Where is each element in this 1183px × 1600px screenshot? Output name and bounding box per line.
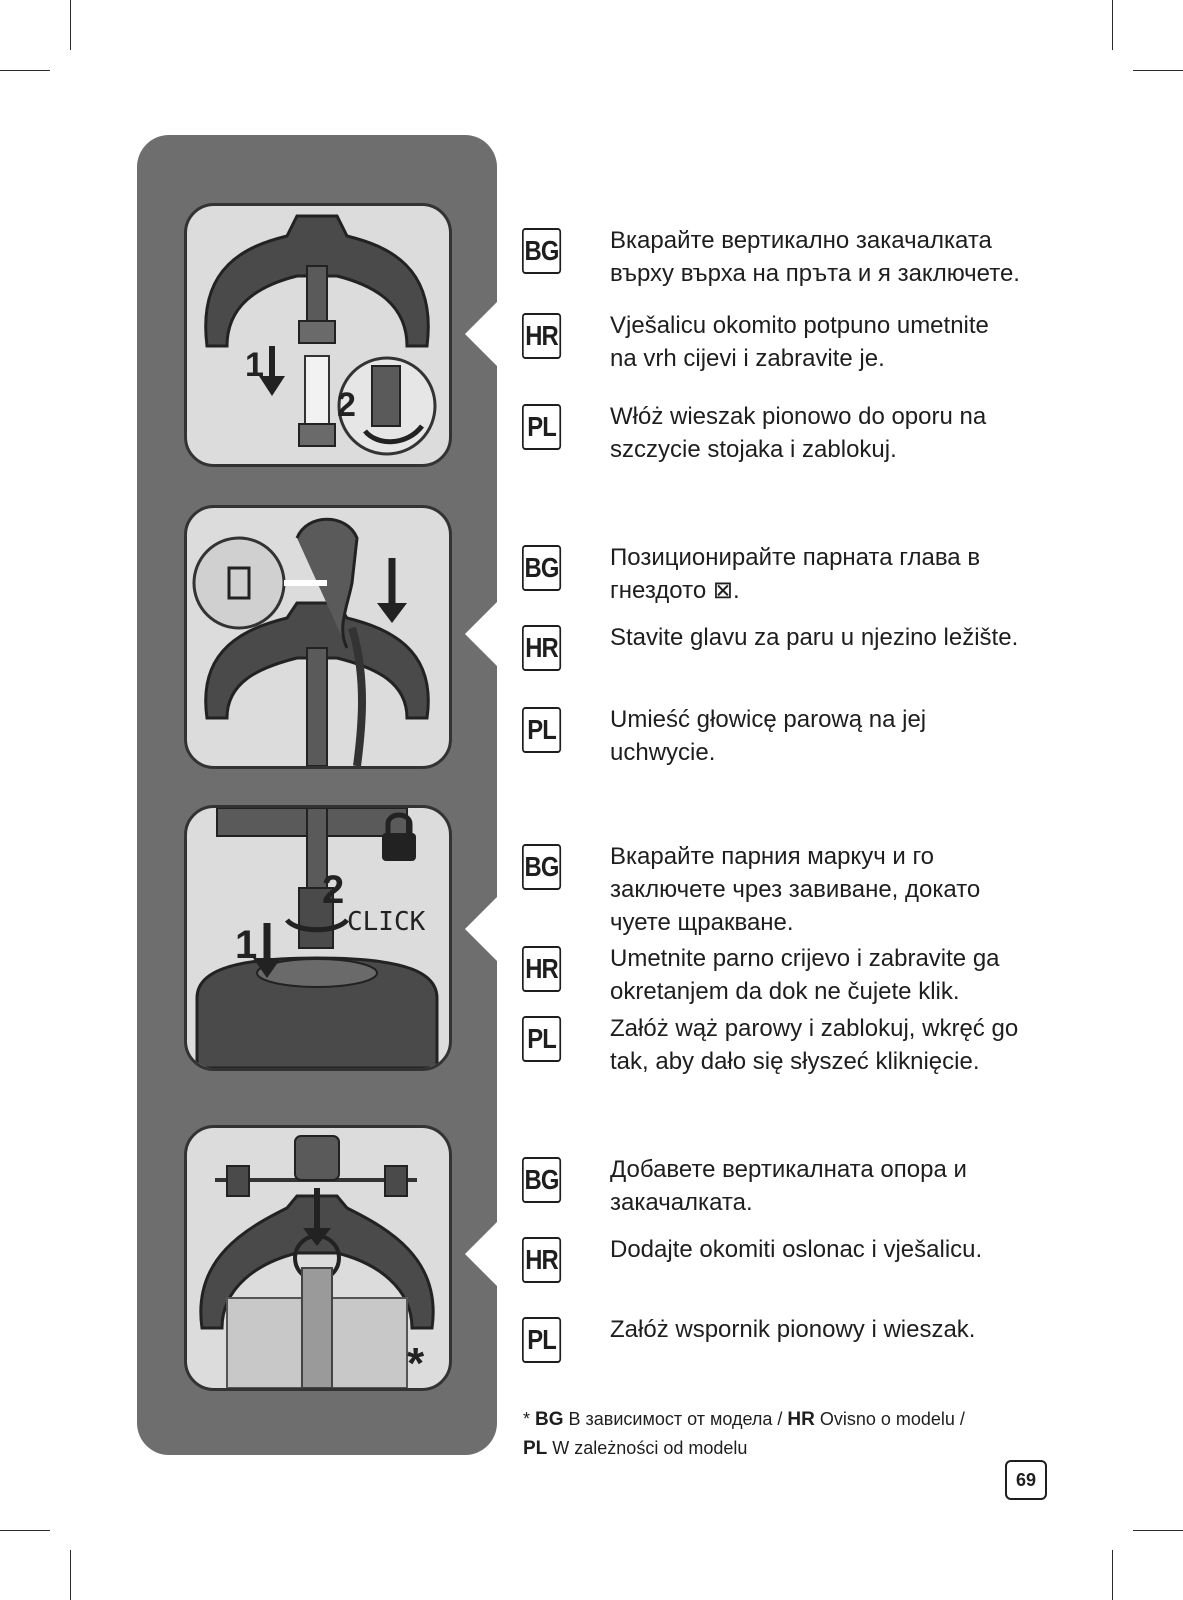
crop-mark bbox=[1112, 0, 1113, 50]
step-2-pl bbox=[522, 706, 927, 766]
step-3-illustration bbox=[184, 805, 452, 1071]
pointer-notch bbox=[465, 300, 499, 368]
instruction-text: Umetnite parno crijevo i zabravite ga okretanjem da dok ne čujete klik. bbox=[610, 945, 1000, 1005]
crop-mark bbox=[0, 1530, 50, 1531]
footnote-pl-code: PL bbox=[523, 1438, 548, 1459]
model-footnote bbox=[523, 1405, 965, 1463]
step-1-illustration bbox=[184, 203, 452, 467]
lang-badge-bg: BG bbox=[522, 545, 561, 591]
lang-badge-hr: HR bbox=[522, 1237, 561, 1283]
crop-mark bbox=[70, 0, 71, 50]
footnote-star: * bbox=[523, 1409, 531, 1429]
step-3-label-2: 2 bbox=[322, 868, 345, 912]
step-2-bg bbox=[522, 544, 981, 604]
instruction-text: Вкарайте парния маркуч и го заключете чрез завиване, докато чуете щракване. bbox=[610, 843, 981, 936]
instruction-text: Umieść głowicę parową na jej uchwycie. bbox=[610, 706, 927, 766]
step-2-illustration bbox=[184, 505, 452, 769]
lang-badge-bg: BG bbox=[522, 228, 561, 274]
crop-mark bbox=[1133, 70, 1183, 71]
lang-badge-hr: HR bbox=[522, 625, 561, 671]
instruction-text: Добавете вертикалната опора и закачалката. bbox=[610, 1156, 967, 1216]
step-3-label-click: CLICK bbox=[347, 907, 426, 937]
step-1-label-1: 1 bbox=[245, 346, 264, 384]
footnote-hr-text: Ovisno o modelu / bbox=[814, 1409, 965, 1429]
lang-badge-bg: BG bbox=[522, 844, 561, 890]
lang-badge-pl: PL bbox=[522, 1317, 561, 1363]
step-4-illustration bbox=[184, 1125, 452, 1391]
lang-badge-bg: BG bbox=[522, 1157, 561, 1203]
instruction-text: Vješalicu okomito potpuno umetnite na vrh cijevi i zabravite je. bbox=[610, 312, 989, 372]
instruction-text: Załóż wspornik pionowy i wieszak. bbox=[610, 1316, 976, 1343]
lang-badge-pl: PL bbox=[522, 404, 561, 450]
lang-badge-pl: PL bbox=[522, 1016, 561, 1062]
crop-mark bbox=[70, 1550, 71, 1600]
step-1-hr bbox=[522, 312, 989, 372]
footnote-bg-text: В зависимост от модела / bbox=[563, 1409, 788, 1429]
page-number: 69 bbox=[1005, 1460, 1047, 1500]
pointer-notch bbox=[465, 600, 499, 668]
lang-badge-hr: HR bbox=[522, 946, 561, 992]
instruction-text: Вкарайте вертикално закачалката върху върха на пръта и я заключете. bbox=[610, 227, 1020, 287]
instruction-text: Dodajte okomiti oslonac i vješalicu. bbox=[610, 1236, 983, 1263]
instruction-text: Позиционирайте парната глава в гнездото ⊠. bbox=[610, 544, 981, 604]
crop-mark bbox=[1133, 1530, 1183, 1531]
step-4-pl bbox=[522, 1316, 976, 1363]
step-3-hr bbox=[522, 945, 1000, 1005]
step-1-bg bbox=[522, 227, 1020, 287]
step-3-pl bbox=[522, 1015, 1019, 1075]
instruction-text: Stavite glavu za paru u njezino ležište. bbox=[610, 624, 1019, 651]
footnote-pl-text: W zależności od modelu bbox=[547, 1438, 748, 1458]
pointer-notch bbox=[465, 895, 499, 963]
instruction-text: Załóż wąż parowy i zablokuj, wkręć go tak, aby dało się słyszeć kliknięcie. bbox=[610, 1015, 1019, 1075]
step-3-label-1: 1 bbox=[235, 923, 258, 967]
lang-badge-hr: HR bbox=[522, 313, 561, 359]
crop-mark bbox=[0, 70, 50, 71]
step-2-hr bbox=[522, 624, 1019, 671]
crop-mark bbox=[1112, 1550, 1113, 1600]
step-4-hr bbox=[522, 1236, 983, 1283]
footnote-hr-code: HR bbox=[787, 1409, 815, 1430]
footnote-bg-code: BG bbox=[535, 1409, 564, 1430]
step-1-label-2: 2 bbox=[337, 386, 356, 424]
instruction-text: Włóż wieszak pionowo do oporu na szczycie stojaka i zablokuj. bbox=[610, 403, 987, 463]
step-4-bg bbox=[522, 1156, 967, 1216]
step-4-asterisk: * bbox=[407, 1339, 425, 1388]
step-1-pl bbox=[522, 403, 987, 463]
lang-badge-pl: PL bbox=[522, 707, 561, 753]
step-3-bg bbox=[522, 843, 981, 936]
pointer-notch bbox=[465, 1220, 499, 1288]
